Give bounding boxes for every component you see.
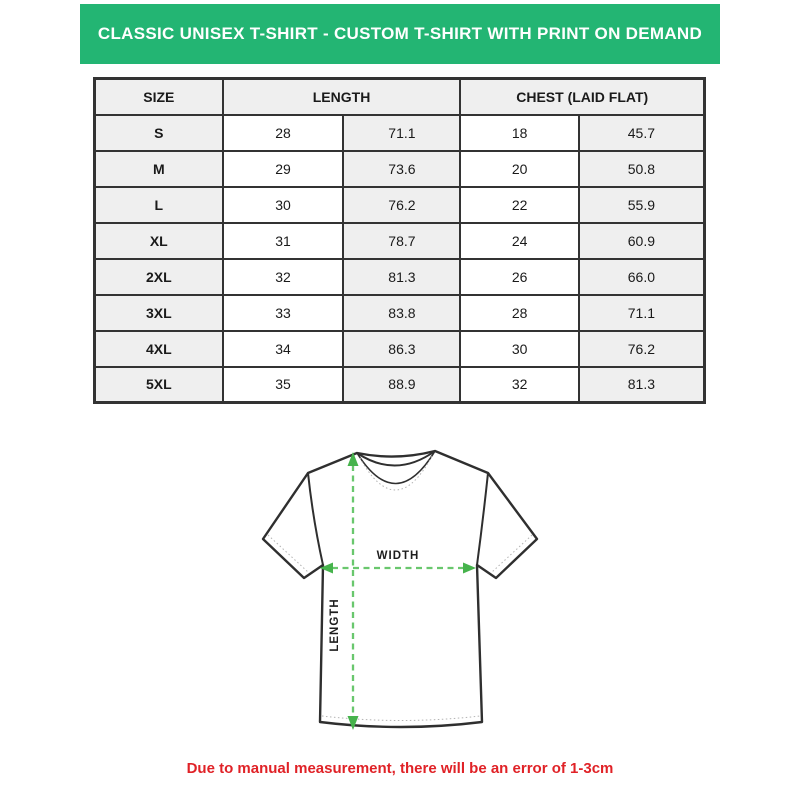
length-cm-cell: 73.6	[343, 151, 460, 187]
chest-cm-cell: 81.3	[579, 367, 705, 403]
column-header-size: SIZE	[95, 79, 223, 115]
chest-in-cell: 22	[460, 187, 578, 223]
chest-cm-cell: 55.9	[579, 187, 705, 223]
chest-cm-cell: 50.8	[579, 151, 705, 187]
size-cell: 4XL	[95, 331, 223, 367]
chest-in-cell: 24	[460, 223, 578, 259]
tshirt-outline-drawing	[230, 435, 570, 765]
table-row	[95, 223, 705, 259]
length-cm-cell: 86.3	[343, 331, 460, 367]
table-row	[95, 259, 705, 295]
column-header-chest: CHEST (LAID FLAT)	[460, 79, 704, 115]
chest-in-cell: 30	[460, 331, 578, 367]
table-row	[95, 331, 705, 367]
chest-cm-cell: 45.7	[579, 115, 705, 151]
length-in-cell: 33	[223, 295, 344, 331]
length-in-cell: 29	[223, 151, 344, 187]
length-cm-cell: 78.7	[343, 223, 460, 259]
size-table-container	[93, 77, 706, 404]
title-banner	[80, 4, 720, 64]
length-in-cell: 31	[223, 223, 344, 259]
size-cell: XL	[95, 223, 223, 259]
chest-in-cell: 20	[460, 151, 578, 187]
length-in-cell: 30	[223, 187, 344, 223]
size-cell: 5XL	[95, 367, 223, 403]
table-row	[95, 115, 705, 151]
length-in-cell: 32	[223, 259, 344, 295]
chest-in-cell: 26	[460, 259, 578, 295]
length-in-cell: 34	[223, 331, 344, 367]
table-row	[95, 151, 705, 187]
size-cell: 3XL	[95, 295, 223, 331]
length-cm-cell: 83.8	[343, 295, 460, 331]
chest-in-cell: 28	[460, 295, 578, 331]
table-header-row	[95, 79, 705, 115]
size-table	[93, 77, 706, 404]
chest-cm-cell: 60.9	[579, 223, 705, 259]
size-cell: M	[95, 151, 223, 187]
length-in-cell: 35	[223, 367, 344, 403]
chest-in-cell: 18	[460, 115, 578, 151]
length-cm-cell: 88.9	[343, 367, 460, 403]
measurement-error-note: Due to manual measurement, there will be an error of 1-3cm	[186, 760, 614, 777]
size-cell: L	[95, 187, 223, 223]
chest-in-cell: 32	[460, 367, 578, 403]
table-row	[95, 187, 705, 223]
size-cell: 2XL	[95, 259, 223, 295]
chest-cm-cell: 66.0	[579, 259, 705, 295]
width-label: WIDTH	[376, 550, 420, 562]
length-cm-cell: 81.3	[343, 259, 460, 295]
length-cm-cell: 71.1	[343, 115, 460, 151]
size-cell: S	[95, 115, 223, 151]
length-in-cell: 28	[223, 115, 344, 151]
length-cm-cell: 76.2	[343, 187, 460, 223]
chest-cm-cell: 71.1	[579, 295, 705, 331]
column-header-length: LENGTH	[223, 79, 461, 115]
tshirt-measurement-diagram	[230, 435, 570, 765]
page-title: CLASSIC UNISEX T-SHIRT - CUSTOM T-SHIRT WITH PRINT ON DEMAND	[97, 24, 703, 43]
table-row	[95, 295, 705, 331]
table-row	[95, 367, 705, 403]
length-label: LENGTH	[329, 598, 341, 652]
tshirt-body-outline	[263, 451, 537, 727]
chest-cm-cell: 76.2	[579, 331, 705, 367]
